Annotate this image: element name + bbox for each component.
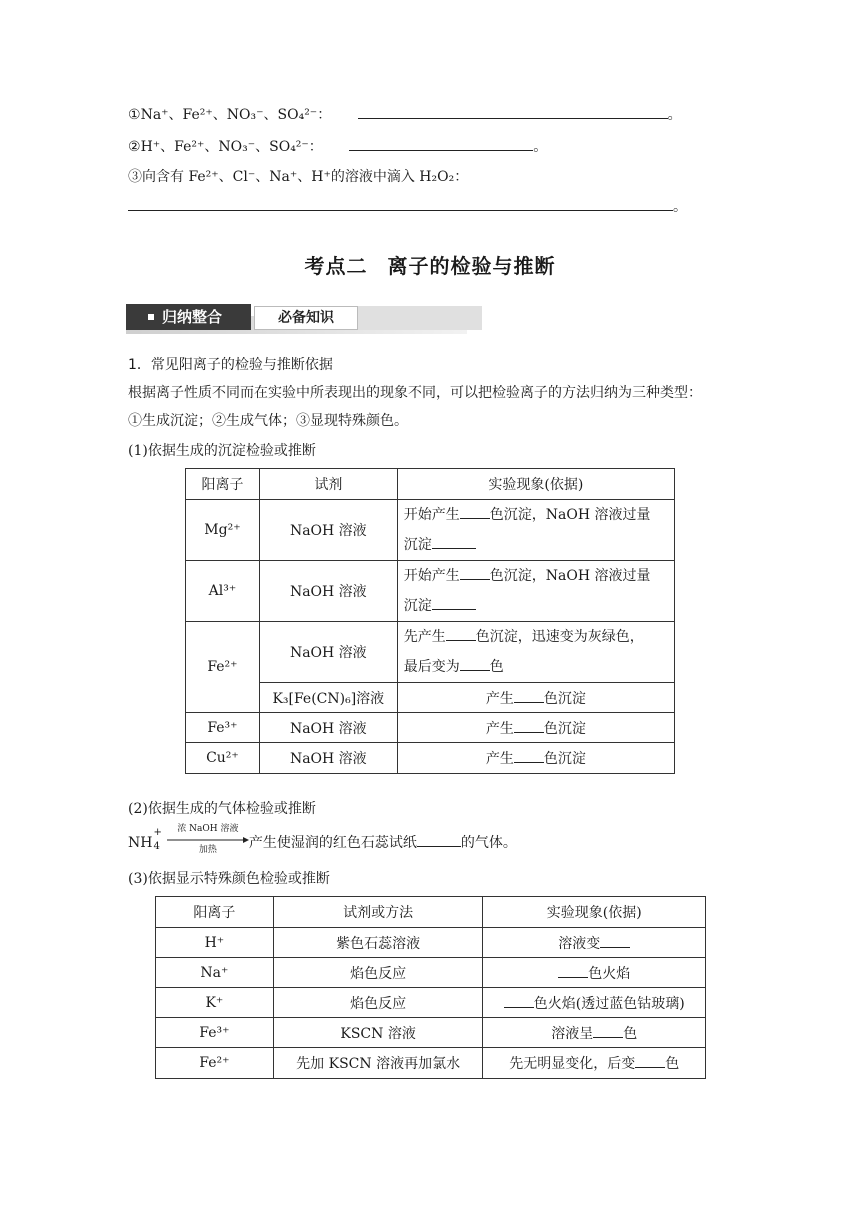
ion-cell: Fe²⁺ — [156, 1048, 274, 1079]
color-table — [155, 896, 706, 1079]
table-row — [186, 500, 675, 561]
precipitate-table — [185, 468, 675, 774]
table-row — [156, 988, 706, 1018]
ion-cell: Cu²⁺ — [186, 743, 260, 774]
item-index: ① — [128, 107, 141, 123]
header-ion: 阳离子 — [186, 469, 260, 500]
question-line-1 — [128, 104, 682, 124]
reagent-cell: K₃[Fe(CN)₆]溶液 — [259, 683, 397, 713]
banner-dark-tab: 归纳整合 — [126, 304, 251, 330]
answer-blank[interactable] — [432, 595, 476, 610]
answer-blank[interactable] — [600, 933, 630, 948]
table-header-row — [186, 469, 675, 500]
table-header-row — [156, 897, 706, 928]
table-row — [186, 561, 675, 622]
period: 。 — [673, 199, 687, 215]
phenomenon-cell: 先无明显变化，后变 色 — [483, 1048, 706, 1079]
answer-blank[interactable] — [635, 1053, 665, 1068]
ion-list: H⁺、Fe²⁺、NO₃⁻、SO₄²⁻： — [140, 139, 323, 155]
reagent-cell: NaOH 溶液 — [259, 622, 397, 683]
method-cell: 焰色反应 — [273, 958, 483, 988]
table-row — [186, 622, 675, 683]
answer-blank[interactable] — [558, 963, 588, 978]
phenomenon-cell: 产生 色沉淀 — [397, 683, 674, 713]
header-phenomenon: 实验现象(依据) — [483, 897, 706, 928]
reagent-cell: NaOH 溶液 — [259, 500, 397, 561]
ion-cell: K⁺ — [156, 988, 274, 1018]
phenomenon-cell: 色火焰(透过蓝色钴玻璃) — [483, 988, 706, 1018]
table-row — [186, 683, 675, 713]
header-method: 试剂或方法 — [273, 897, 483, 928]
header-reagent: 试剂 — [259, 469, 397, 500]
method-cell: 紫色石蕊溶液 — [273, 928, 483, 958]
answer-blank[interactable] — [593, 1023, 623, 1038]
answer-blank[interactable] — [432, 534, 476, 549]
subsection-title: 1．常见阳离子的检验与推断依据 — [128, 357, 333, 373]
phenomenon-cell: 开始产生 色沉淀，NaOH 溶液过量 沉淀 — [397, 561, 674, 622]
answer-blank[interactable] — [514, 718, 544, 733]
sub3-title: (3)依据显示特殊颜色检验或推断 — [128, 871, 330, 887]
header-phenomenon: 实验现象(依据) — [397, 469, 674, 500]
banner-light-label: 必备知识 — [254, 306, 358, 330]
question-text: 向含有 Fe²⁺、Cl⁻、Na⁺、H⁺的溶液中滴入 H₂O₂： — [142, 169, 469, 185]
phenomenon-cell: 溶液变 — [483, 928, 706, 958]
table-row — [156, 958, 706, 988]
period: 。 — [667, 107, 682, 123]
ion-list: Na⁺、Fe²⁺、NO₃⁻、SO₄²⁻： — [140, 107, 332, 123]
ion-cell: Fe²⁺ — [186, 622, 260, 713]
method-cell: 先加 KSCN 溶液再加氯水 — [273, 1048, 483, 1079]
phenomenon-cell: 开始产生 色沉淀，NaOH 溶液过量 沉淀 — [397, 500, 674, 561]
ammonium-ion: NH — [128, 835, 153, 851]
phenomenon-cell: 先产生 色沉淀，迅速变为灰绿色， 最后变为 色 — [397, 622, 674, 683]
phenomenon-cell: 色火焰 — [483, 958, 706, 988]
method-cell: KSCN 溶液 — [273, 1018, 483, 1048]
answer-blank[interactable] — [460, 565, 490, 580]
types-text: ①生成沉淀；②生成气体；③显现特殊颜色。 — [128, 413, 408, 429]
table-row — [186, 713, 675, 743]
question-line-2 — [128, 136, 547, 156]
answer-blank[interactable] — [460, 656, 490, 671]
answer-blank[interactable] — [460, 504, 490, 519]
phenomenon-cell: 产生 色沉淀 — [397, 713, 674, 743]
ion-cell: Fe³⁺ — [156, 1018, 274, 1048]
ion-cell: Al³⁺ — [186, 561, 260, 622]
item-index: ② — [128, 139, 141, 155]
answer-blank[interactable] — [128, 196, 673, 211]
answer-blank[interactable] — [504, 993, 534, 1008]
intro-text: 根据离子性质不同而在实验中所表现出的现象不同，可以把检验离子的方法归纳为三种类型： — [128, 385, 702, 401]
table-row — [186, 743, 675, 774]
answer-blank[interactable] — [417, 832, 461, 847]
reaction-arrow — [167, 824, 249, 855]
gas-test-line: NH + 4 浓 NaOH 溶液 加热 产生使湿润的红色石蕊试纸 的气体。 — [128, 832, 517, 852]
phenomenon-cell: 溶液呈 色 — [483, 1018, 706, 1048]
answer-blank[interactable] — [358, 104, 668, 119]
reagent-cell: NaOH 溶液 — [259, 713, 397, 743]
table-row — [156, 928, 706, 958]
knowledge-banner — [126, 304, 467, 334]
ion-cell: Mg²⁺ — [186, 500, 260, 561]
sub1-title: (1)依据生成的沉淀检验或推断 — [128, 443, 316, 459]
phenomenon-cell: 产生 色沉淀 — [397, 743, 674, 774]
ion-cell: H⁺ — [156, 928, 274, 958]
question-line-3-answer — [128, 196, 687, 216]
method-cell: 焰色反应 — [273, 988, 483, 1018]
square-bullet-icon — [148, 314, 154, 320]
arrow-condition-bottom: 加热 — [198, 845, 217, 855]
answer-blank[interactable] — [514, 748, 544, 763]
table-row — [156, 1048, 706, 1079]
ion-cell: Fe³⁺ — [186, 713, 260, 743]
heading-number: 考点二 — [304, 254, 368, 278]
item-index: ③ — [128, 169, 142, 185]
reagent-cell: NaOH 溶液 — [259, 743, 397, 774]
period: 。 — [533, 139, 548, 155]
banner-light-tab — [254, 306, 482, 330]
answer-blank[interactable] — [446, 626, 476, 641]
header-ion: 阳离子 — [156, 897, 274, 928]
question-line-3 — [128, 166, 468, 186]
table-row — [156, 1018, 706, 1048]
section-heading — [0, 250, 860, 279]
arrow-condition-top: 浓 NaOH 溶液 — [177, 824, 239, 834]
sub2-title: (2)依据生成的气体检验或推断 — [128, 801, 316, 817]
ion-cell: Na⁺ — [156, 958, 274, 988]
reagent-cell: NaOH 溶液 — [259, 561, 397, 622]
answer-blank[interactable] — [349, 136, 533, 151]
answer-blank[interactable] — [514, 688, 544, 703]
heading-title: 离子的检验与推断 — [387, 254, 556, 278]
